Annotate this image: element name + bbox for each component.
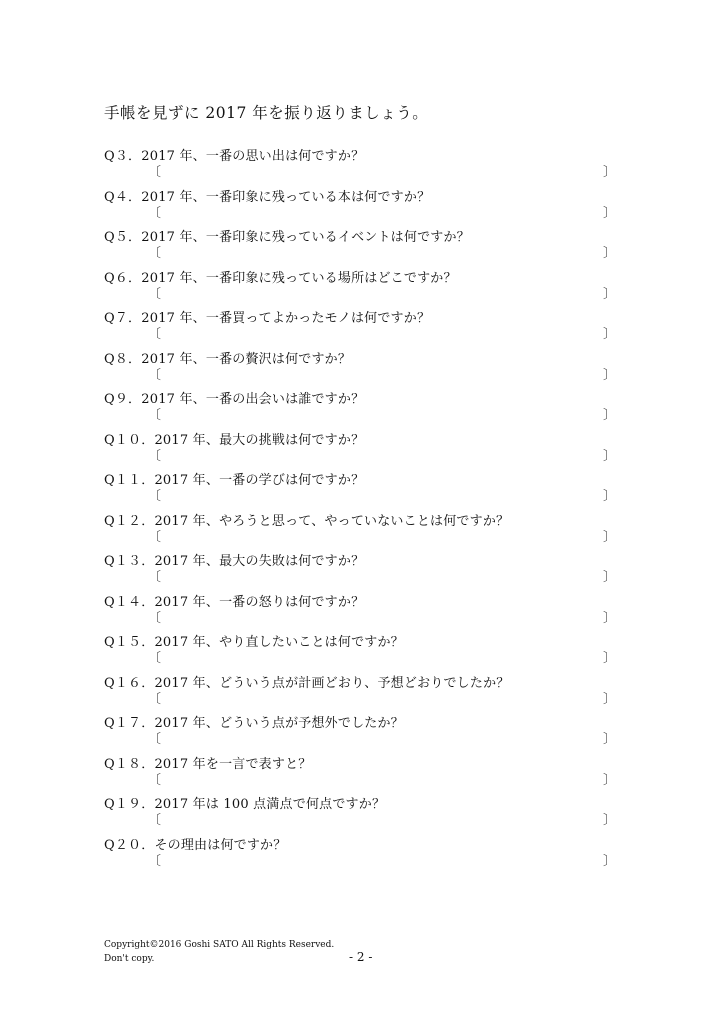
copyright-text: Copyright©2016 Goshi SATO All Rights Reserved. — [104, 940, 335, 950]
open-bracket: 〔 — [148, 367, 162, 383]
open-bracket: 〔 — [148, 813, 162, 828]
close-bracket: 〕 — [602, 651, 616, 666]
question-list — [104, 145, 624, 874]
question-text: Q１５．2017 年、やり直したいことは何ですか？ — [104, 635, 404, 650]
close-bracket: 〕 — [602, 408, 616, 423]
close-bracket: 〕 — [602, 489, 616, 504]
close-bracket: 〕 — [602, 732, 616, 747]
open-bracket: 〔 — [148, 570, 162, 585]
open-bracket: 〔 — [148, 327, 162, 342]
answer-field[interactable] — [148, 530, 616, 546]
open-bracket: 〔 — [148, 691, 162, 707]
question-item — [104, 753, 624, 794]
question-text: Q１６．2017 年、どういう点が計画どおり、予想どおりでしたか？ — [104, 675, 510, 691]
question-item — [104, 550, 624, 591]
question-text: Q１２．2017 年、やろうと思って、やっていないことは何ですか？ — [104, 513, 510, 529]
answer-field[interactable] — [148, 327, 616, 343]
answer-field[interactable] — [148, 570, 616, 586]
close-bracket: 〕 — [602, 691, 616, 707]
open-bracket: 〔 — [148, 651, 162, 666]
question-text: Q１８．2017 年を一言で表すと？ — [104, 756, 312, 772]
question-text: Q７．2017 年、一番買ってよかったモノは何ですか？ — [104, 311, 431, 326]
open-bracket: 〔 — [148, 408, 162, 423]
close-bracket: 〕 — [602, 610, 616, 626]
question-text: Q２０．その理由は何ですか？ — [104, 837, 287, 853]
answer-field[interactable] — [148, 732, 616, 748]
open-bracket: 〔 — [148, 448, 162, 464]
answer-field[interactable] — [148, 287, 616, 303]
answer-field[interactable] — [148, 449, 616, 465]
close-bracket: 〕 — [602, 570, 616, 585]
page-heading: 手帳を見ずに 2017 年を振り返りましょう。 — [104, 104, 429, 122]
question-item — [104, 510, 624, 551]
question-item — [104, 226, 624, 267]
footer — [104, 938, 334, 966]
answer-field[interactable] — [148, 692, 616, 708]
open-bracket: 〔 — [148, 489, 162, 504]
question-item — [104, 672, 624, 713]
question-item — [104, 307, 624, 348]
question-text: Q９．2017 年、一番の出会いは誰ですか？ — [104, 392, 365, 407]
answer-field[interactable] — [148, 246, 616, 262]
question-item — [104, 469, 624, 510]
question-item — [104, 267, 624, 308]
question-text: Q５．2017 年、一番印象に残っているイベントは何ですか？ — [104, 230, 470, 245]
answer-field[interactable] — [148, 854, 616, 870]
answer-field[interactable] — [148, 813, 616, 829]
page-number: - 2 - — [349, 950, 373, 964]
answer-field[interactable] — [148, 651, 616, 667]
copy-notice: Don't copy. — [104, 954, 155, 964]
question-item — [104, 145, 624, 186]
question-item — [104, 712, 624, 753]
question-text: Q１０．2017 年、最大の挑戦は何ですか？ — [104, 432, 365, 448]
question-text: Q１９．2017 年は 100 点満点で何点ですか？ — [104, 797, 386, 812]
question-text: Q１１．2017 年、一番の学びは何ですか？ — [104, 473, 365, 488]
close-bracket: 〕 — [602, 813, 616, 828]
close-bracket: 〕 — [602, 327, 616, 342]
open-bracket: 〔 — [148, 286, 162, 302]
question-item — [104, 348, 624, 389]
question-text: Q８．2017 年、一番の贅沢は何ですか？ — [104, 351, 352, 367]
close-bracket: 〕 — [602, 246, 616, 261]
open-bracket: 〔 — [148, 205, 162, 221]
close-bracket: 〕 — [602, 448, 616, 464]
close-bracket: 〕 — [602, 165, 616, 180]
answer-field[interactable] — [148, 368, 616, 384]
open-bracket: 〔 — [148, 772, 162, 788]
close-bracket: 〕 — [602, 772, 616, 788]
question-item — [104, 591, 624, 632]
question-text: Q１４．2017 年、一番の怒りは何ですか？ — [104, 594, 365, 610]
open-bracket: 〔 — [148, 529, 162, 545]
question-text: Q６．2017 年、一番印象に残っている場所はどこですか？ — [104, 270, 457, 286]
question-item — [104, 631, 624, 672]
open-bracket: 〔 — [148, 853, 162, 869]
question-text: Q３．2017 年、一番の思い出は何ですか？ — [104, 149, 365, 164]
open-bracket: 〔 — [148, 610, 162, 626]
question-text: Q４．2017 年、一番印象に残っている本は何ですか？ — [104, 189, 431, 205]
close-bracket: 〕 — [602, 529, 616, 545]
close-bracket: 〕 — [602, 205, 616, 221]
question-item — [104, 186, 624, 227]
answer-field[interactable] — [148, 206, 616, 222]
question-item — [104, 834, 624, 875]
close-bracket: 〕 — [602, 286, 616, 302]
answer-field[interactable] — [148, 408, 616, 424]
question-text: Q１７．2017 年、どういう点が予想外でしたか？ — [104, 716, 404, 731]
close-bracket: 〕 — [602, 367, 616, 383]
open-bracket: 〔 — [148, 165, 162, 180]
close-bracket: 〕 — [602, 853, 616, 869]
open-bracket: 〔 — [148, 246, 162, 261]
question-text: Q１３．2017 年、最大の失敗は何ですか？ — [104, 554, 365, 569]
answer-field[interactable] — [148, 489, 616, 505]
answer-field[interactable] — [148, 611, 616, 627]
question-item — [104, 793, 624, 834]
answer-field[interactable] — [148, 773, 616, 789]
open-bracket: 〔 — [148, 732, 162, 747]
answer-field[interactable] — [148, 165, 616, 181]
question-item — [104, 429, 624, 470]
question-item — [104, 388, 624, 429]
